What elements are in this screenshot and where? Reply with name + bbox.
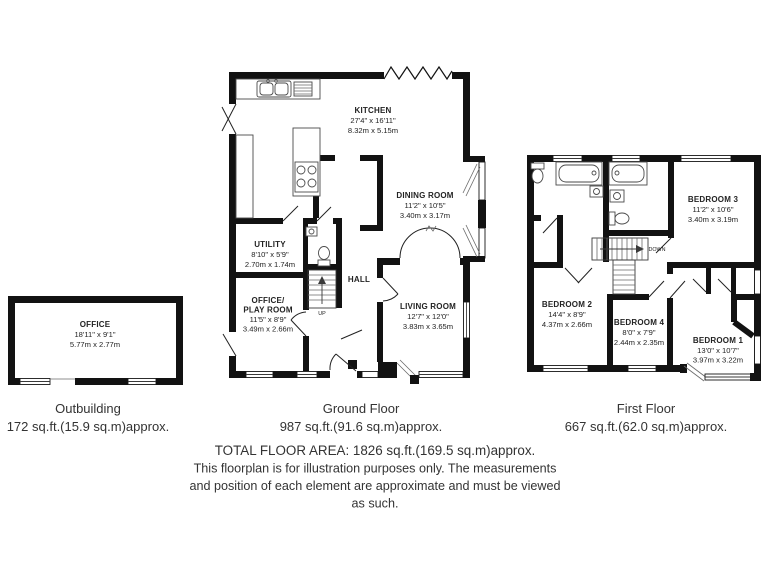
stove-icon [295,162,318,192]
first-floor-plan [527,155,761,381]
window [755,270,761,294]
bath-icon [556,162,602,185]
room-dim-imperial: 14'4" x 8'9" [548,310,586,319]
room-dim-metric: 4.37m x 2.66m [541,320,593,329]
room-dim-imperial: 18'11" x 9'1" [74,330,116,339]
bathroom-fixtures [531,162,647,225]
drainer-icon [294,82,312,96]
stairs-down [592,238,648,294]
room-label-living-room: LIVING ROOM [400,302,456,311]
room-dim-imperial: 11'2" x 10'5" [404,201,446,210]
room-label-dining-room: DINING ROOM [396,191,454,200]
total-floor-area: TOTAL FLOOR AREA: 1826 sq.ft.(169.5 sq.m)approx. [214,443,536,458]
room-label-office: OFFICE [79,320,111,329]
stairs-up-label: UP [318,311,326,317]
wc-toilet-icon [318,247,330,267]
room-dim-imperial: 12'7" x 12'0" [407,312,449,321]
double-door-arc [430,228,460,258]
room-dim-imperial: 27'4" x 16'11" [350,116,396,125]
wc-basin-icon [306,227,317,236]
room-dim-imperial: 11'2" x 10'6" [692,205,734,214]
outbuilding-plan [8,296,183,385]
door [317,207,331,221]
door [543,218,557,233]
room-dim-metric: 3.49m x 2.66m [242,324,294,334]
window [362,372,378,378]
basin-icon [590,186,603,197]
door [578,268,592,283]
room-label-bedroom-1: BEDROOM 1 [692,336,744,345]
open-wall-zigzag [384,67,452,79]
room-label-hall: HALL [347,275,371,284]
footer-captions [7,401,728,511]
kitchen-fixtures [236,79,330,266]
closet [693,268,736,294]
first-floor-area: 667 sq.ft.(62.0 sq.m)approx. [564,419,728,434]
room-dim-metric: 8.32m x 5.15m [347,126,399,135]
disclaimer-line-2: and position of each element are approximate and must be viewed [189,479,561,493]
toilet-icon [609,212,629,225]
room-label-bedroom-3: BEDROOM 3 [687,195,739,204]
bath-icon [609,162,647,185]
room-dim-imperial: 8'0" x 7'9" [622,328,656,337]
outbuilding-caption: Outbuilding [55,401,121,416]
door [383,278,398,294]
door [291,320,306,336]
room-dim-metric: 3.83m x 3.65m [402,322,454,331]
room-label-bedroom-4: BEDROOM 4 [613,318,665,327]
window [755,336,761,364]
room-dim-metric: 3.97m x 3.22m [692,355,744,365]
double-door-arc [400,228,430,258]
room-dim-imperial: 13'0" x 10'7" [697,346,739,355]
room-label-office-play-2: PLAY ROOM [243,305,293,315]
stairs-up [308,270,336,308]
door-arc [291,312,306,320]
room-label-utility: UTILITY [254,240,286,249]
first-floor-caption: First Floor [616,401,676,416]
door [283,206,298,221]
room-dim-metric: 3.40m x 3.17m [399,211,451,220]
door-arc [330,354,336,370]
disclaimer-line-3: as such. [351,496,399,511]
door [670,281,685,298]
door-arc [383,294,398,301]
room-label-bedroom-2: BEDROOM 2 [541,300,593,309]
outbuilding-area: 172 sq.ft.(15.9 sq.m)approx. [6,419,170,434]
room-dim-metric: 3.40m x 3.19m [687,215,739,224]
toilet-icon [531,163,544,183]
room-dim-metric: 5.77m x 2.77m [69,340,121,349]
door [649,281,664,297]
ground-floor-plan [222,67,486,384]
room-dim-metric: 2.70m x 1.74m [244,260,296,269]
room-dim-metric: 2.44m x 2.35m [613,338,665,347]
stairs-down-label: DOWN [648,247,666,253]
basin-icon [610,190,624,202]
door [565,268,579,283]
room-label-office-play: OFFICE/ [251,296,285,305]
ground-floor-area: 987 sq.ft.(91.6 sq.m)approx. [279,419,443,434]
room-label-kitchen: KITCHEN [354,106,392,115]
disclaimer-line-1: This floorplan is for illustration purposes only. The measurements [193,461,557,476]
ground-floor-caption: Ground Floor [322,401,400,416]
room-dim-imperial: 8'10" x 5'9" [251,250,289,259]
counter [236,135,253,218]
room-dim-imperial: 11'5" x 8'9" [249,315,287,324]
